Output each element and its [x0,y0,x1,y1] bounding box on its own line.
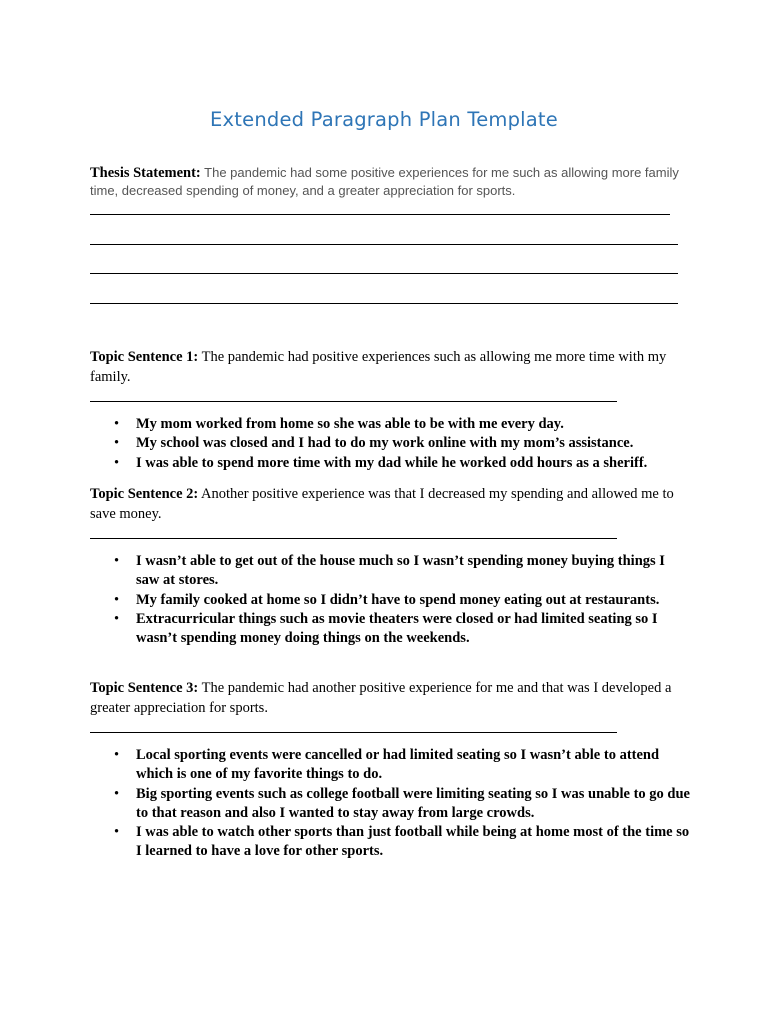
topic-text: Another positive experience was that I decreased my spending and allowed me to save money. [90,486,674,522]
list-item: • I was able to spend more time with my dad while he worked odd hours as a sheriff. [90,454,690,473]
thesis-statement [90,164,690,200]
bullet-icon: • [114,553,120,569]
list-item: • My mom worked from home so she was able to be with me every day. [90,415,690,434]
bullet-icon: • [114,785,120,802]
topic-3-bullets [90,746,690,862]
writing-line [90,214,670,215]
writing-line [90,244,678,245]
writing-line [90,303,678,304]
writing-line [90,538,617,539]
list-item: • Extracurricular things such as movie theaters were closed or had limited seating so I wasn’t spending money doing things on the weekends. [114,610,658,647]
topic-2-bullets [90,552,690,648]
topic-label: Topic Sentence 1: [90,349,199,365]
thesis-text: The pandemic had some positive experiences for me such as allowing more family time, decreased spending of money, and a greater appreciation for sports. [90,165,679,198]
topic-1-bullets [90,415,690,473]
bullet-icon: • [114,591,120,608]
topic-label: Topic Sentence 3: [90,680,199,696]
topic-text: The pandemic had positive experiences such as allowing me more time with my family. [90,349,667,385]
bullet-icon: • [114,747,120,763]
list-item: • Big sporting events such as college football were limiting seating so I was unable to go due to that reason and also I wanted to stay away from large crowds. [114,785,690,821]
page-title: Extended Paragraph Plan Template [210,108,558,131]
bullet-icon: • [114,435,120,452]
topic-label: Topic Sentence 2: [90,486,199,502]
bullet-icon: • [114,454,120,471]
writing-line [90,401,617,402]
topic-text: The pandemic had another positive experience for me and that was I developed a greater appreciation for sports. [90,680,672,716]
topic-sentence-2 [90,484,680,524]
thesis-label: Thesis Statement: [90,165,201,181]
bullet-icon: • [114,416,120,432]
topic-sentence-1 [90,347,680,387]
bullet-icon: • [114,824,120,841]
writing-line [90,273,678,274]
list-item: • I was able to watch other sports than just football while being at home most of the time so I learned to have a love for other sports. [114,824,690,860]
list-item: • I wasn’t able to get out of the house much so I wasn’t spending money buying things I saw at stores. [114,553,665,589]
bullet-icon: • [114,610,120,627]
writing-line [90,732,617,733]
topic-sentence-3 [90,678,680,718]
list-item: • My family cooked at home so I didn’t have to spend money eating out at restaurants. [90,591,690,610]
list-item: • My school was closed and I had to do my work online with my mom’s assistance. [90,434,690,453]
list-item: • Local sporting events were cancelled or had limited seating so I wasn’t able to attend which is one of my favorite things to do. [114,747,660,783]
